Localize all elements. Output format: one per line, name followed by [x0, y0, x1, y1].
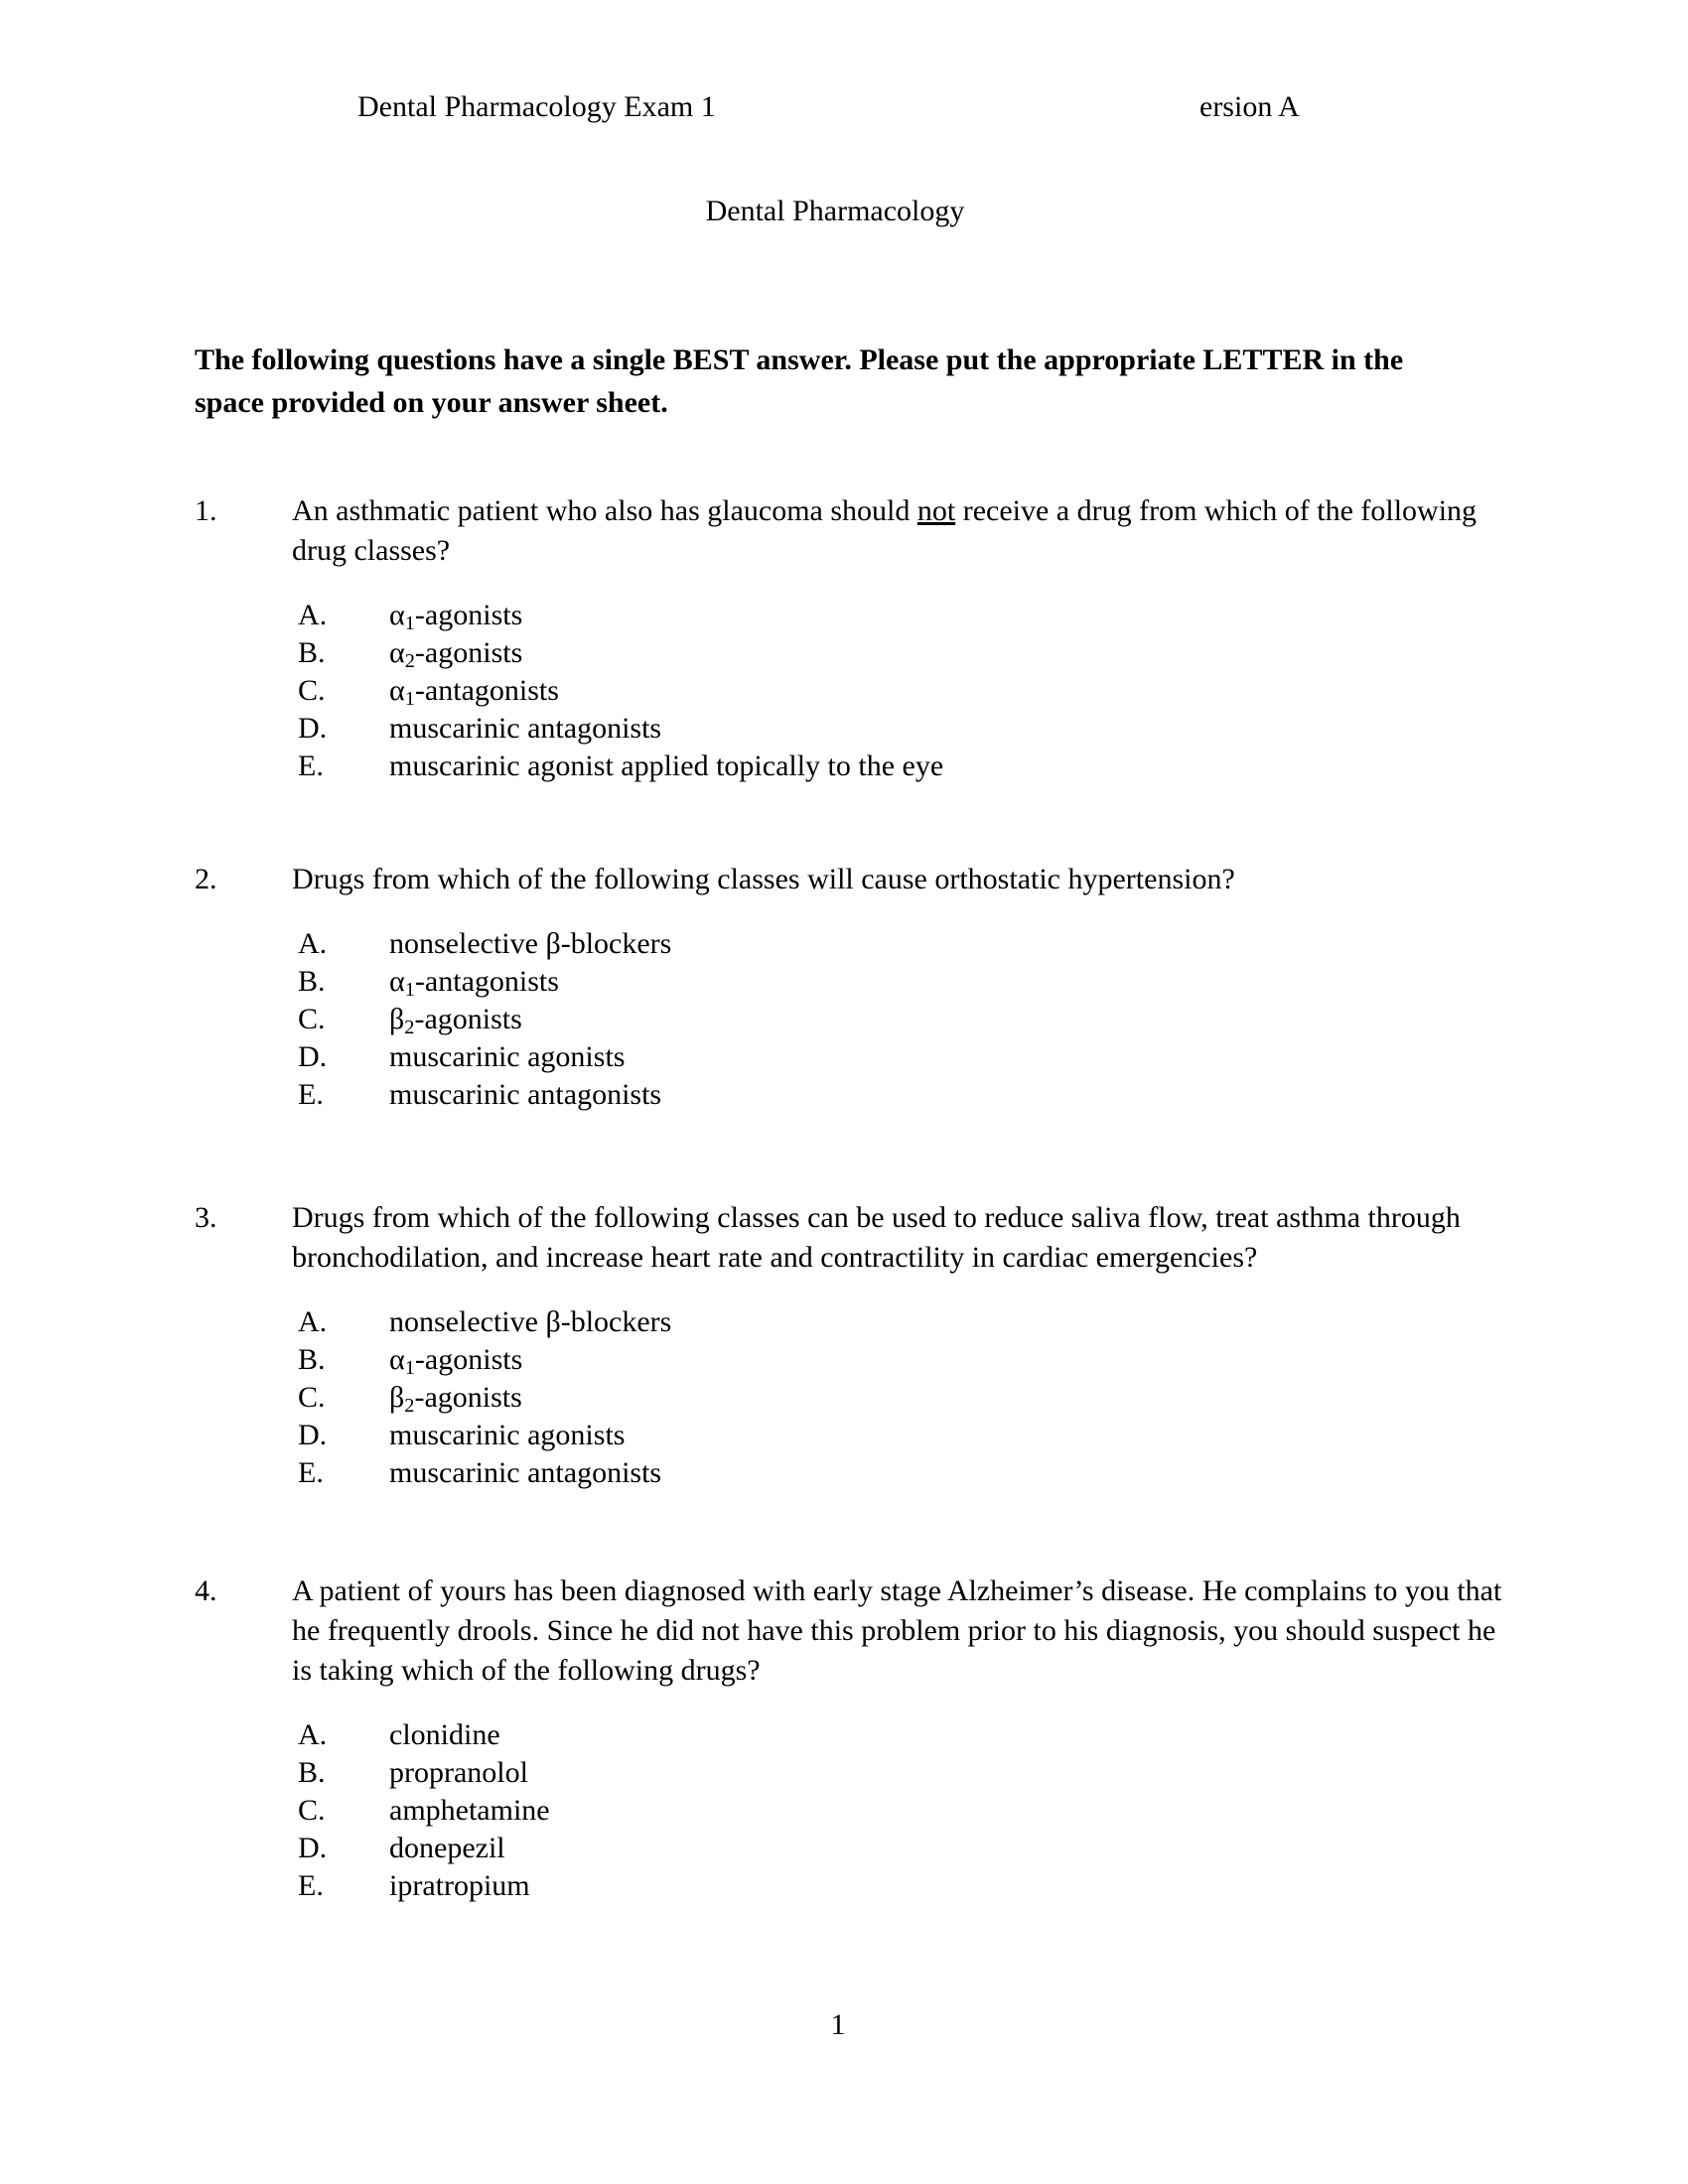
answer-option[interactable]: [195, 597, 1515, 634]
receptor-subscript: 2: [404, 650, 415, 673]
option-text: $\alpha_1$-agonists: [389, 1343, 523, 1380]
answer-option[interactable]: [195, 1454, 1515, 1492]
question-block: [195, 1571, 1515, 1905]
option-text: $\beta_2$-agonists: [389, 1003, 522, 1039]
answer-option[interactable]: [195, 1341, 1515, 1379]
option-text: clonidine: [389, 1718, 500, 1751]
question-text: An asthmatic patient who also has glaucoma should not receive a drug from which of the following drug classes?: [292, 494, 1477, 567]
answer-option[interactable]: [195, 1001, 1515, 1038]
option-letter: A.: [298, 1305, 328, 1338]
option-letter: A.: [298, 1718, 328, 1751]
answer-option[interactable]: [195, 1417, 1515, 1454]
question-number: 3.: [195, 1201, 217, 1234]
question-stem: [195, 1571, 1515, 1691]
option-letter: E.: [298, 1456, 324, 1489]
receptor-subscript: 2: [404, 1395, 415, 1418]
document-title: Dental Pharmacology: [705, 195, 965, 227]
question-stem: [195, 491, 1515, 571]
option-letter: D.: [298, 712, 328, 745]
question-emphasis: not: [916, 494, 956, 527]
option-letter: E.: [298, 1078, 324, 1111]
option-text: $\alpha_1$-agonists: [389, 599, 523, 635]
option-letter: C.: [298, 1794, 326, 1827]
option-text: muscarinic antagonists: [389, 712, 662, 745]
option-text: donepezil: [389, 1832, 505, 1864]
option-letter: D.: [298, 1419, 328, 1451]
receptor-subscript: 1: [404, 1357, 415, 1380]
exam-instructions: The following questions have a single BEST answer. Please put the appropriate LETTER in the space provided on your answer sheet.: [195, 343, 1404, 419]
answer-option[interactable]: [195, 963, 1515, 1001]
answer-option[interactable]: [195, 1716, 1515, 1754]
answer-option[interactable]: [195, 1076, 1515, 1114]
answer-option[interactable]: [195, 672, 1515, 710]
option-text: nonselective β-blockers: [389, 927, 672, 960]
header-version-label: ersion A: [1199, 90, 1300, 123]
option-text: ipratropium: [389, 1869, 530, 1902]
question-block: [195, 491, 1515, 785]
question-number: 2.: [195, 863, 217, 895]
option-text: muscarinic agonists: [389, 1040, 626, 1073]
answer-options: [195, 597, 1515, 785]
question-block: [195, 1198, 1515, 1492]
question-text: A patient of yours has been diagnosed with early stage Alzheimer’s disease. He complains to you that he frequently drools. Since he did not have this problem prior to his diagnosis, you should suspect he is taking which of the following drugs?: [292, 1574, 1502, 1687]
question-stem: [195, 860, 1515, 899]
option-letter: E.: [298, 1869, 324, 1902]
option-letter: E.: [298, 750, 324, 782]
answer-option[interactable]: [195, 748, 1515, 785]
answer-options: [195, 1303, 1515, 1492]
receptor-subscript: 2: [404, 1017, 415, 1039]
option-text: muscarinic agonist applied topically to the eye: [389, 750, 944, 782]
option-letter: B.: [298, 1756, 326, 1789]
answer-option[interactable]: [195, 1867, 1515, 1905]
option-letter: D.: [298, 1040, 328, 1073]
running-header: [357, 87, 1350, 127]
page-number: 1: [830, 2008, 846, 2041]
receptor-subscript: 1: [404, 688, 415, 711]
question-block: [195, 860, 1515, 1114]
option-text: muscarinic antagonists: [389, 1456, 662, 1489]
header-exam-title: Dental Pharmacology Exam 1: [357, 90, 716, 123]
option-text: muscarinic agonists: [389, 1419, 626, 1451]
option-text: muscarinic antagonists: [389, 1078, 662, 1111]
answer-option[interactable]: [195, 710, 1515, 748]
option-text: $\alpha_2$-agonists: [389, 636, 523, 673]
option-text: $\alpha_1$-antagonists: [389, 674, 559, 711]
option-letter: C.: [298, 674, 326, 707]
option-letter: C.: [298, 1381, 326, 1414]
option-letter: D.: [298, 1832, 328, 1864]
option-text: nonselective β-blockers: [389, 1305, 672, 1338]
answer-option[interactable]: [195, 634, 1515, 672]
question-stem: [195, 1198, 1515, 1278]
option-letter: C.: [298, 1003, 326, 1035]
option-text: amphetamine: [389, 1794, 550, 1827]
option-text: $\beta_2$-agonists: [389, 1381, 522, 1418]
receptor-subscript: 1: [404, 979, 415, 1002]
option-letter: B.: [298, 1343, 326, 1376]
question-text: Drugs from which of the following classes can be used to reduce saliva flow, treat asthma through bronchodilation, and increase heart rate and contractility in cardiac emergencies?: [292, 1201, 1461, 1274]
option-letter: B.: [298, 965, 326, 998]
answer-options: [195, 925, 1515, 1114]
answer-option[interactable]: [195, 1303, 1515, 1341]
answer-option[interactable]: [195, 925, 1515, 963]
answer-option[interactable]: [195, 1792, 1515, 1830]
answer-option[interactable]: [195, 1038, 1515, 1076]
answer-option[interactable]: [195, 1830, 1515, 1867]
answer-option[interactable]: [195, 1754, 1515, 1792]
question-number: 1.: [195, 494, 217, 527]
option-text: propranolol: [389, 1756, 528, 1789]
option-letter: A.: [298, 927, 328, 960]
receptor-subscript: 1: [404, 613, 415, 635]
question-number: 4.: [195, 1574, 217, 1607]
option-letter: A.: [298, 599, 328, 631]
question-text: Drugs from which of the following classes will cause orthostatic hypertension?: [292, 863, 1235, 895]
answer-options: [195, 1716, 1515, 1905]
answer-option[interactable]: [195, 1379, 1515, 1417]
option-text: $\alpha_1$-antagonists: [389, 965, 559, 1002]
option-letter: B.: [298, 636, 326, 669]
